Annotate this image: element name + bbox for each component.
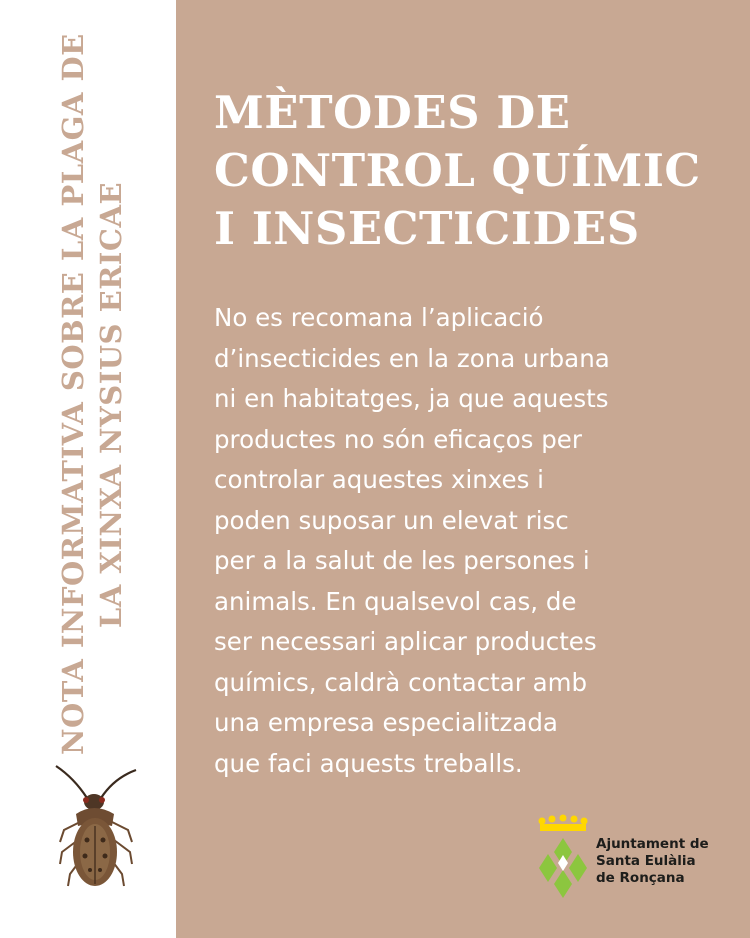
bug-icon <box>52 760 142 900</box>
body-paragraph <box>214 298 724 784</box>
logo-line-3: de Ronçana <box>596 870 685 886</box>
logo-text <box>596 836 709 887</box>
body-line: químics, caldrà contactar amb <box>214 667 588 697</box>
body-line: controlar aquestes xinxes i <box>214 465 544 494</box>
body-line: ni en habitatges, ja que aquests <box>214 384 609 413</box>
body-line: ser necessari aplicar productes <box>214 627 597 656</box>
body-line: animals. En qualsevol cas, de <box>214 586 577 616</box>
body-line: No es recomana l’aplicació <box>214 303 544 332</box>
municipality-logo <box>534 814 734 904</box>
side-column <box>0 0 176 938</box>
title-line-2: CONTROL QUÍMIC <box>214 144 701 197</box>
body-line: una empresa especialitzada <box>214 708 558 737</box>
body-line: poden suposar un elevat risc <box>214 505 569 535</box>
title-line-1: MÈTODES DE <box>214 86 571 139</box>
side-vertical-label <box>54 33 130 755</box>
body-line: productes no són eficaços per <box>214 424 582 454</box>
side-label-line-2: LA XINXA NYSIUS ERICAE <box>94 181 128 629</box>
page-title <box>214 84 734 258</box>
title-line-3: I INSECTICIDES <box>214 202 640 255</box>
logo-line-1: Ajuntament de <box>596 836 709 852</box>
body-line: per a la salut de les persones i <box>214 546 590 575</box>
logo-line-2: Santa Eulàlia <box>596 853 696 869</box>
body-line: que faci aquests treballs. <box>214 748 523 778</box>
body-line: d’insecticides en la zona urbana <box>214 343 610 373</box>
crown-and-diamonds-icon <box>534 814 594 904</box>
side-label-line-1: NOTA INFORMATIVA SOBRE LA PLAGA DE <box>56 33 90 755</box>
